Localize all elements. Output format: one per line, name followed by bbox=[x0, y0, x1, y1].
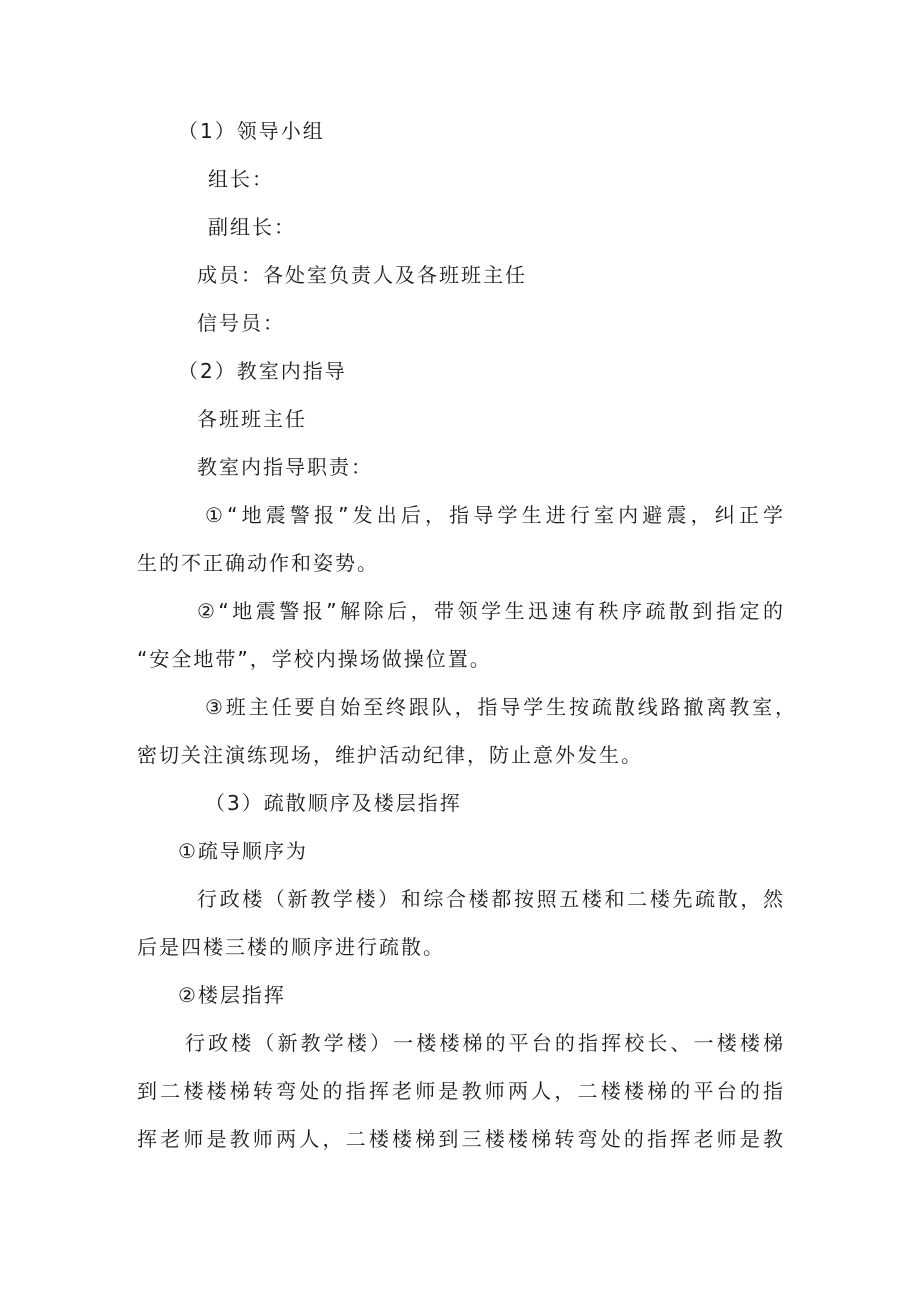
leader-line: 组长： bbox=[208, 167, 274, 191]
leadership-heading: （1）领导小组 bbox=[178, 119, 325, 143]
floor-line-3: 挥老师是教师两人，二楼楼梯到三楼楼梯转弯处的指挥老师是教 bbox=[137, 1127, 785, 1151]
duty-2-line-2: “安全地带”，学校内操场做操位置。 bbox=[137, 647, 492, 671]
duties-title: 教室内指导职责： bbox=[197, 455, 373, 479]
classroom-heading: （2）教室内指导 bbox=[178, 359, 347, 383]
duty-3-line-1: ③班主任要自始至终跟队，指导学生按疏散线路撤离教室， bbox=[205, 695, 797, 719]
duty-1-line-1: ①“地震警报”发出后，指导学生进行室内避震，纠正学 bbox=[205, 503, 785, 527]
floor-heading: ②楼层指挥 bbox=[178, 983, 286, 1007]
order-line-1: 行政楼（新教学楼）和综合楼都按照五楼和二楼先疏散，然 bbox=[197, 887, 785, 911]
duty-2-line-1: ②“地震警报”解除后，带领学生迅速有秩序疏散到指定的 bbox=[197, 599, 785, 623]
duty-1-line-2: 生的不正确动作和姿势。 bbox=[137, 551, 379, 575]
evacuation-heading: （3）疏散顺序及楼层指挥 bbox=[205, 791, 462, 815]
floor-line-2: 到二楼楼梯转弯处的指挥老师是教师两人，二楼楼梯的平台的指 bbox=[137, 1079, 785, 1103]
order-heading: ①疏导顺序为 bbox=[178, 839, 308, 863]
class-teachers-line: 各班班主任 bbox=[197, 407, 307, 431]
signalman-line: 信号员： bbox=[197, 311, 285, 335]
deputy-leader-line: 副组长： bbox=[208, 215, 296, 239]
members-line: 成员：各处室负责人及各班班主任 bbox=[197, 263, 527, 287]
floor-line-1: 行政楼（新教学楼）一楼楼梯的平台的指挥校长、一楼楼梯 bbox=[185, 1031, 785, 1055]
duty-3-line-2: 密切关注演练现场，维护活动纪律，防止意外发生。 bbox=[137, 743, 643, 767]
order-line-2: 后是四楼三楼的顺序进行疏散。 bbox=[137, 935, 445, 959]
